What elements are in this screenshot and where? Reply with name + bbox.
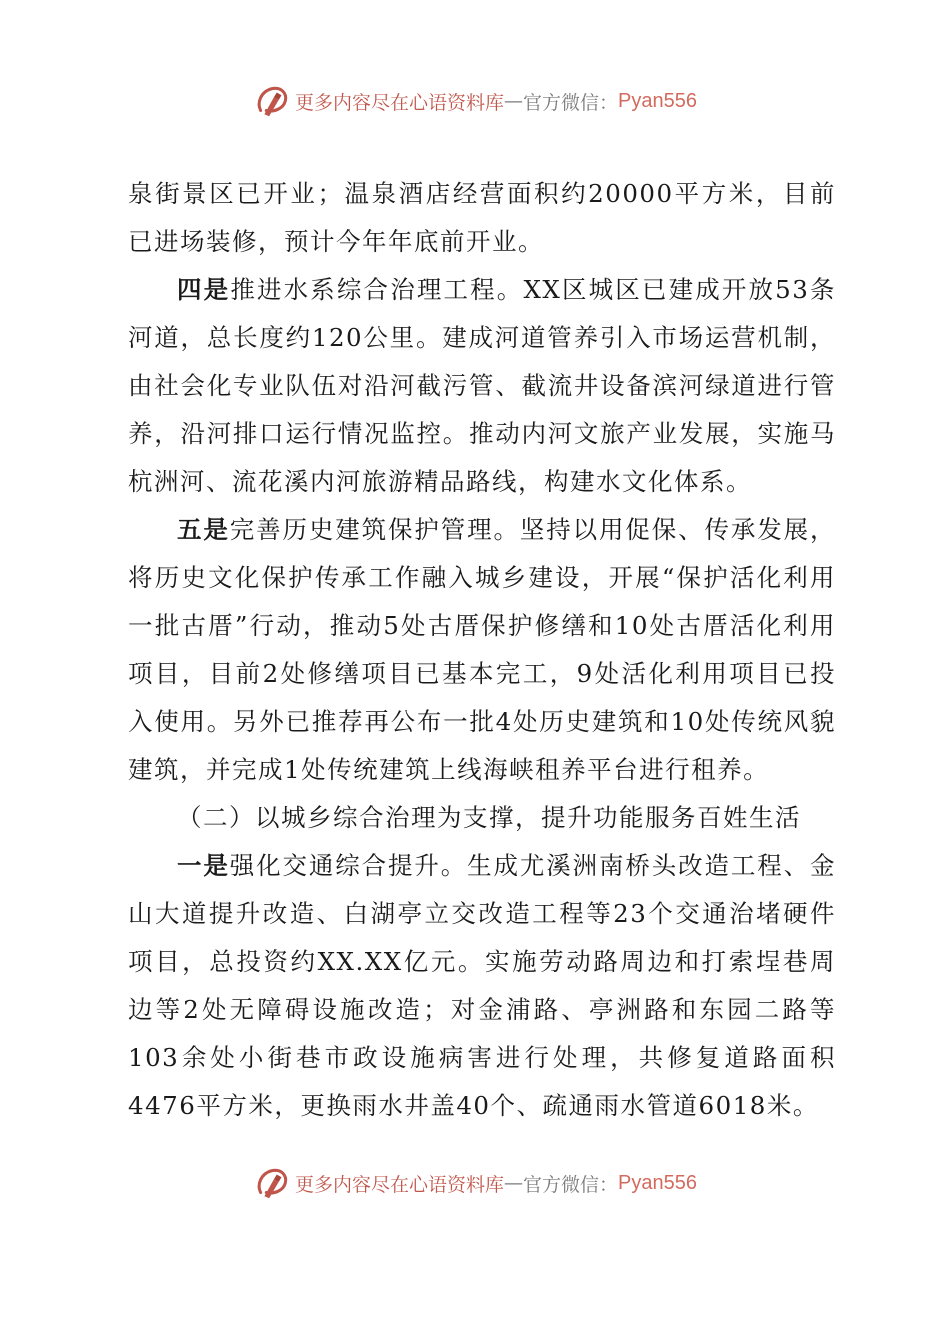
brand-text: 更多内容尽在心语资料库 [295, 1173, 505, 1196]
document-body [128, 170, 836, 1130]
section-heading [128, 794, 836, 842]
wechat-id: Pyan556 [618, 89, 697, 112]
paragraph-item-five [128, 506, 836, 794]
paragraph-lead: 四是 [177, 275, 231, 304]
paragraph-lead: 一是 [177, 851, 230, 880]
wechat-label: 官方微信： [523, 91, 619, 114]
paragraph-text: 强化交通综合提升。生成尤溪洲南桥头改造工程、金山大道提升改造、白湖亭立交改造工程等23个交通治堵硬件项目，总投资约XX.XX亿元。实施劳动路周边和打索埕巷周边等2处无障碍设施改造；对金浦路、亭洲路和东园二路等103余处小街巷市政设施病害进行处理，共修复道路面积4476平方米，更换雨水井盖40个、疏通雨水管道6018米。 [128, 851, 836, 1120]
paragraph-text: 泉街景区已开业；温泉酒店经营面积约20000平方米，目前已进场装修，预计今年年底前开业。 [128, 179, 836, 256]
paragraph-item-four [128, 266, 836, 506]
paragraph-text: 推进水系综合治理工程。XX区城区已建成开放53条河道，总长度约120公里。建成河道管养引入市场运营机制，由社会化专业队伍对沿河截污管、截流井设备滨河绿道进行管养，沿河排口运行情况监控。推动内河文旅产业发展，实施马杭洲河、流花溪内河旅游精品路线，构建水文化体系。 [128, 275, 837, 496]
pen-logo-icon [253, 1164, 291, 1202]
dash-separator: — [504, 90, 524, 112]
wechat-id: Pyan556 [618, 1171, 697, 1194]
dash-separator: — [504, 1172, 524, 1194]
brand-text: 更多内容尽在心语资料库 [295, 91, 505, 114]
paragraph-lead: 五是 [177, 515, 230, 544]
footer-watermark [0, 1160, 950, 1206]
paragraph-continuation [128, 170, 836, 266]
header-watermark [0, 78, 950, 124]
wechat-label: 官方微信： [523, 1173, 619, 1196]
paragraph-item-one [128, 842, 836, 1130]
pen-logo-icon [253, 82, 291, 120]
section-heading-text: （二）以城乡综合治理为支撑，提升功能服务百姓生活 [177, 803, 801, 832]
paragraph-text: 完善历史建筑保护管理。坚持以用促保、传承发展，将历史文化保护传承工作融入城乡建设，开展“保护活化利用一批古厝”行动，推动5处古厝保护修缮和10处古厝活化利用项目，目前2处修缮项目已基本完工，9处活化利用项目已投入使用。另外已推荐再公布一批4处历史建筑和10处传统风貌建筑，并完成1处传统建筑上线海峡租养平台进行租养。 [128, 515, 836, 784]
